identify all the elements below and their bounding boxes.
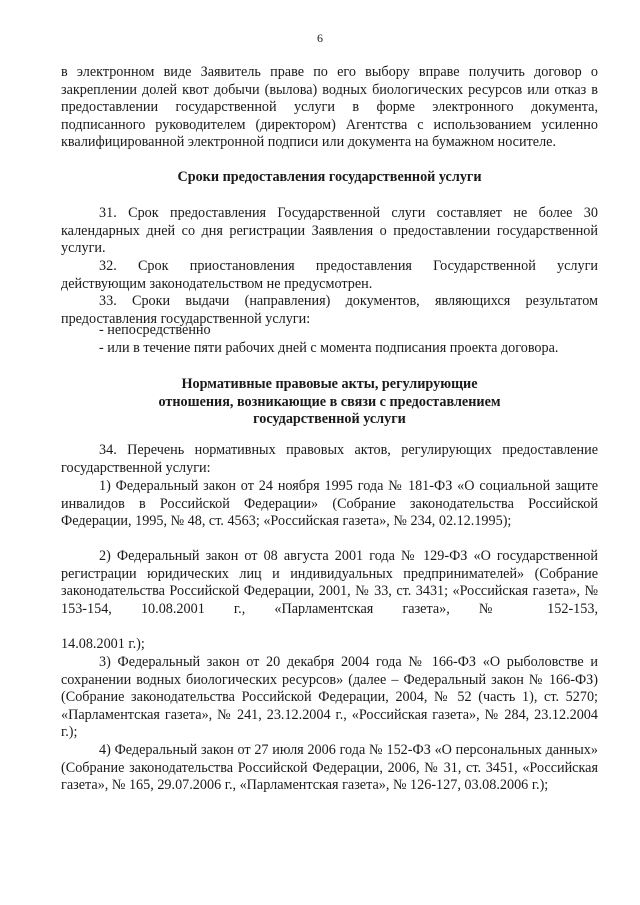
paragraph-34: 34. Перечень нормативных правовых актов, регулирующих предоставление государственной услуги: bbox=[61, 442, 598, 476]
law-item-3: 3) Федеральный закон от 20 декабря 2004 года № 166-ФЗ «О рыболовстве и сохранении водных биологических ресурсов» (далее – Федеральный закон № 166-ФЗ) (Собрание законодательства Российской Федерации, 2004, № 52 (часть 1), ст. 5270; «Парламентская газета», № 241, 23.12.2004 г., «Российская газета», № 284, 23.12.2004 г.); bbox=[61, 654, 598, 741]
section-title-legal-acts bbox=[61, 376, 598, 429]
law-item-2-end: 14.08.2001 г.); bbox=[61, 636, 145, 652]
section-title-line: отношения, возникающие в связи с предоставлением bbox=[158, 393, 501, 410]
law-item-2: 2) Федеральный закон от 08 августа 2001 года № 129-ФЗ «О государственной регистрации юридических лиц и индивидуальных предпринимателей» (Собрание законодательства Российской Федерации, 2001, № 33, ст. 3431; «Российская газета», № 153-154, 10.08.2001 г., «Парламентская газета», № 152-153, bbox=[61, 548, 598, 617]
list-item-1: - непосредственно bbox=[99, 322, 211, 338]
section-title-line: Нормативные правовые акты, регулирующие bbox=[181, 376, 478, 392]
paragraph-31: 31. Срок предоставления Государственной слуги составляет не более 30 календарных дней со дня регистрации Заявления о предоставлении государственной услуги. bbox=[61, 205, 598, 257]
page-number: 6 bbox=[317, 31, 323, 45]
section-title-line: государственной услуги bbox=[253, 411, 406, 428]
intro-paragraph: в электронном виде Заявитель праве по его выбору вправе получить договор о закреплении долей квот добычи (вылова) водных биологических ресурсов или отказ в предоставлении государственной услуги в форме электронного документа, подписанного руководителем (директором) Агентства с использованием усиленно квалифицированной электронной подписи или документа на бумажном носителе. bbox=[61, 64, 598, 151]
list-item-2: - или в течение пяти рабочих дней с момента подписания проекта договора. bbox=[99, 340, 559, 356]
paragraph-32: 32. Срок приостановления предоставления Государственной услуги действующим законодательством не предусмотрен. bbox=[61, 258, 598, 292]
law-item-4: 4) Федеральный закон от 27 июля 2006 года № 152-ФЗ «О персональных данных» (Собрание законодательства Российской Федерации, 2006, № 31, ст. 3451, «Российская газета», № 165, 29.07.2006 г., «Парламентская газета», № 126-127, 03.08.2006 г.); bbox=[61, 742, 598, 794]
section-title-terms: Сроки предоставления государственной услуги bbox=[177, 169, 482, 185]
law-item-1: 1) Федеральный закон от 24 ноября 1995 года № 181-ФЗ «О социальной защите инвалидов в Российской Федерации» (Собрание законодательства Российской Федерации, 1995, № 48, ст. 4563; «Российская газета», № 234, 02.12.1995); bbox=[61, 478, 598, 530]
paragraph-33: 33. Сроки выдачи (направления) документов, являющихся результатом предоставления государственной услуги: bbox=[61, 293, 598, 327]
